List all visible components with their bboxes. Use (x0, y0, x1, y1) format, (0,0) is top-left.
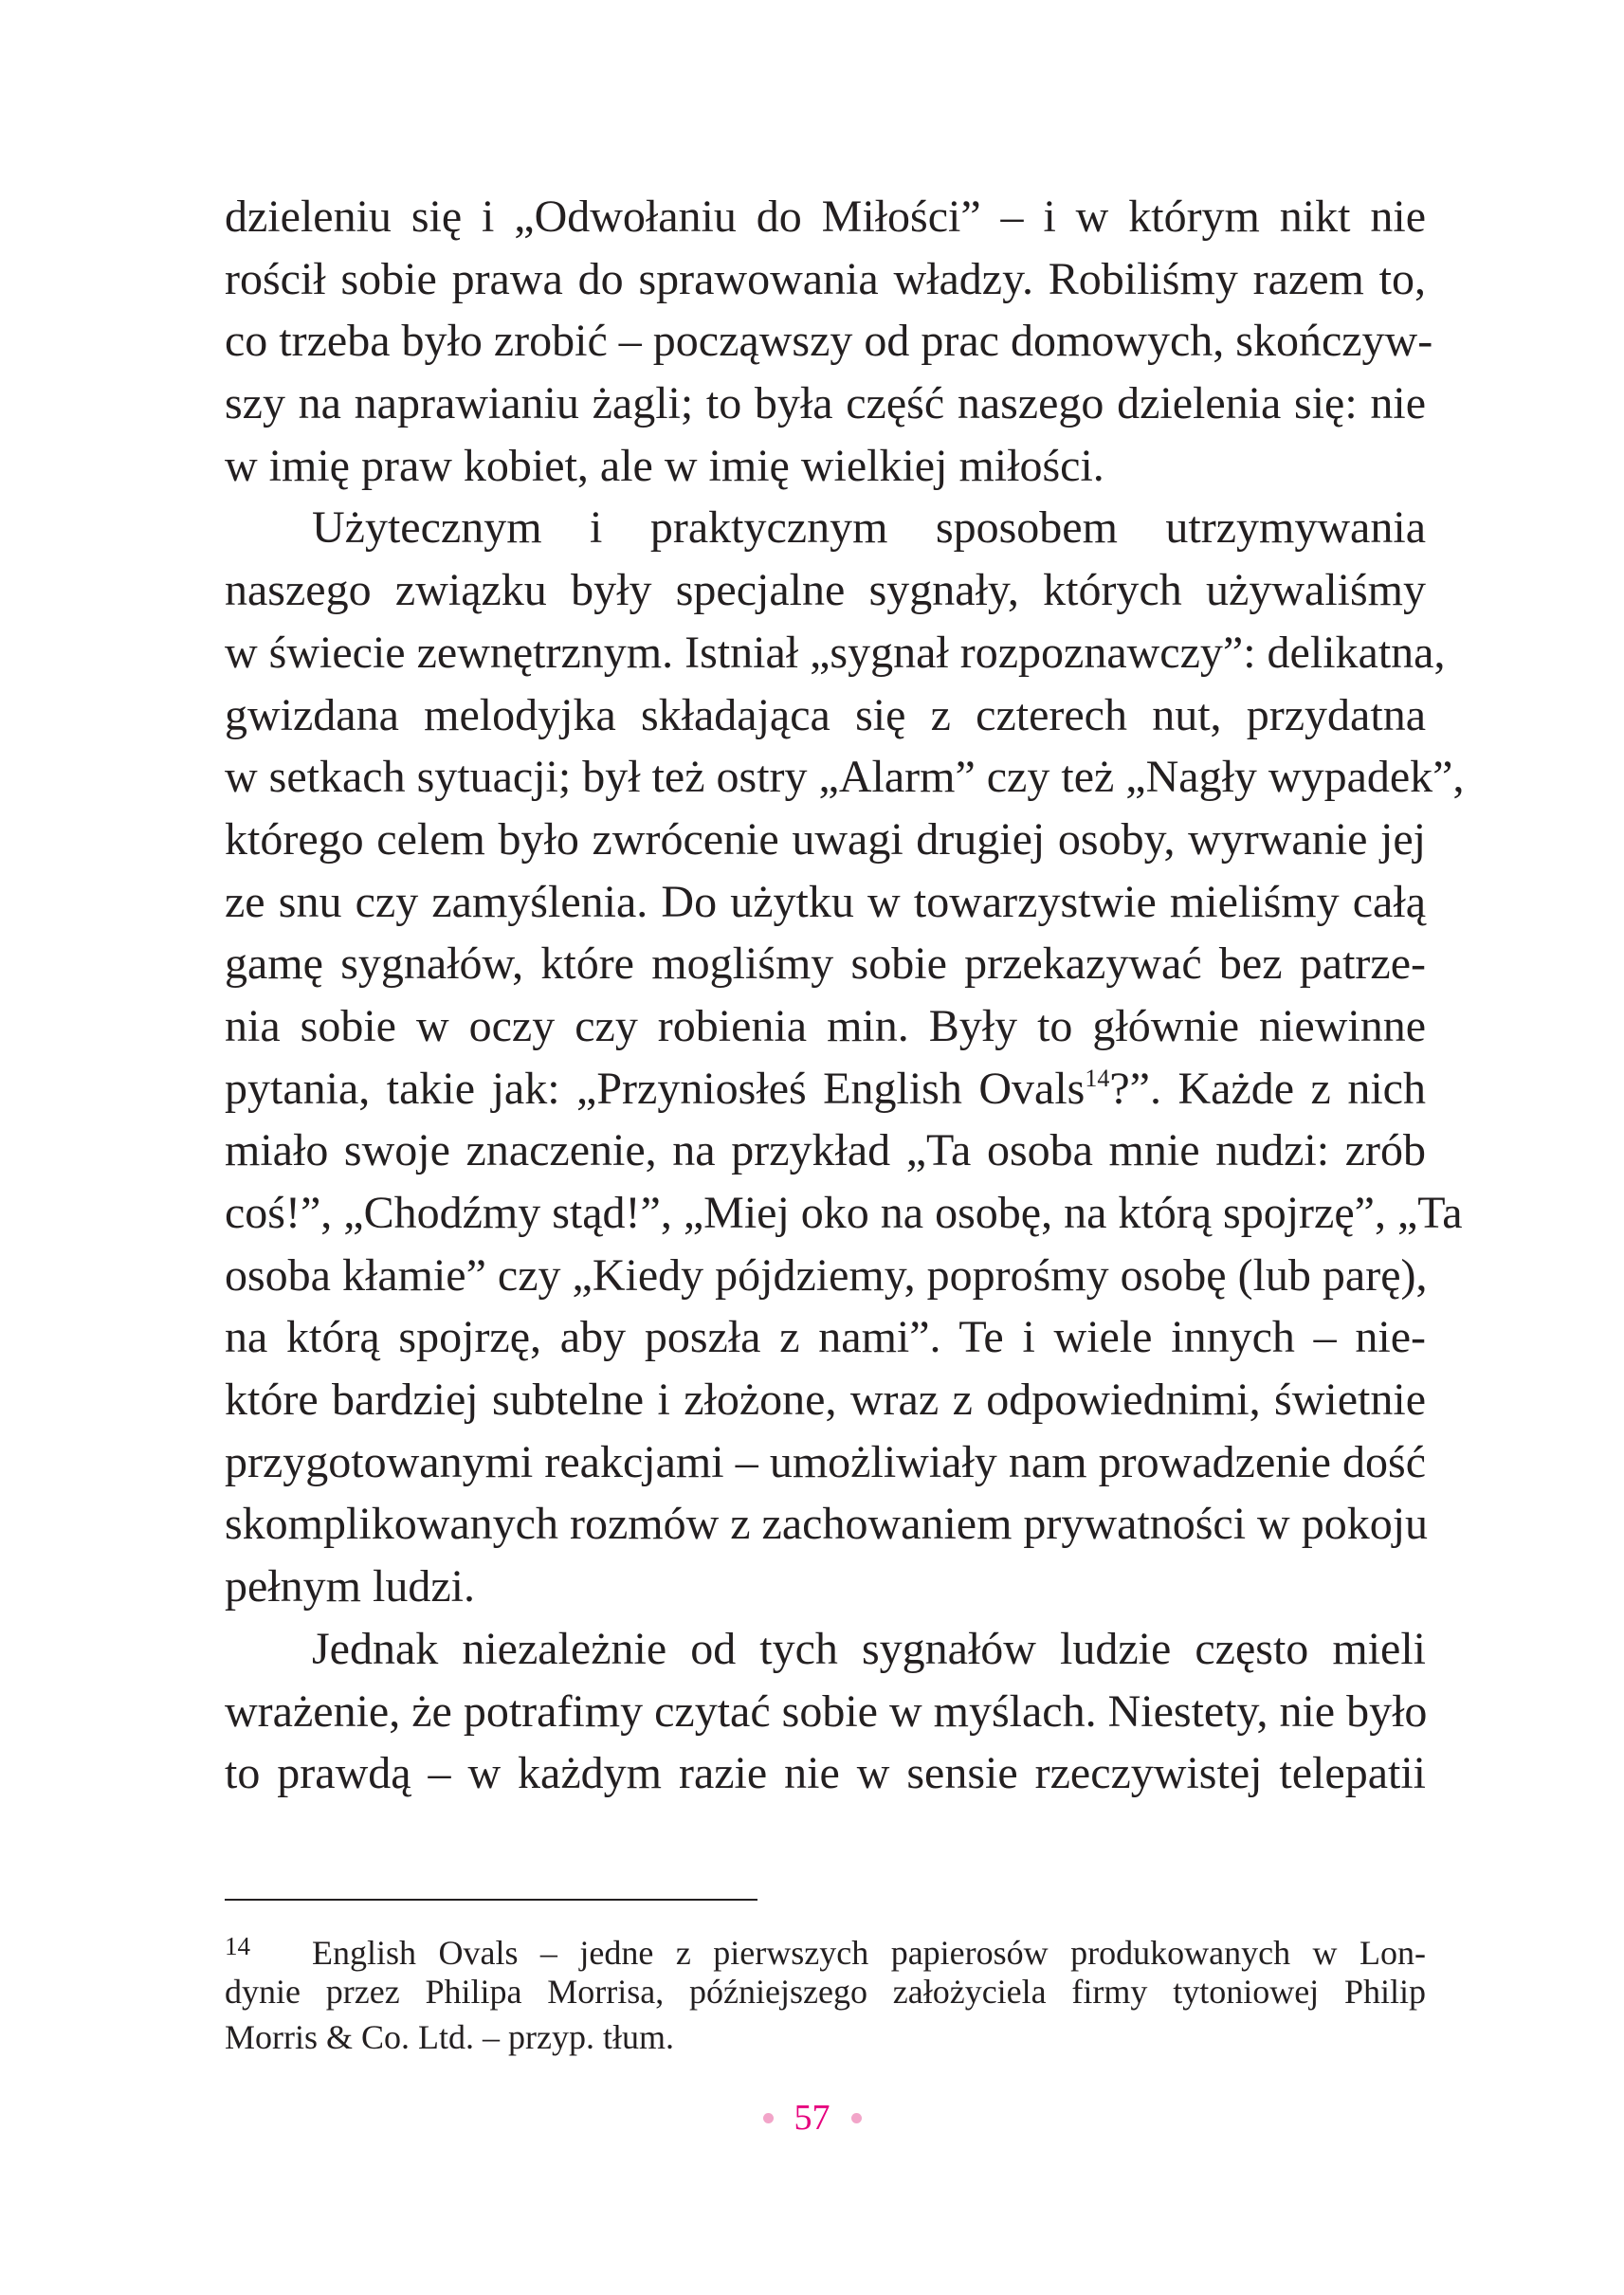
text-line: w świecie zewnętrznym. Istniał „sygnał rozpoznawczy”: delikatna, (225, 627, 1446, 678)
footnote-line: Morris & Co. Ltd. – przyp. tłum. (225, 2018, 674, 2056)
text-line: gwizdana melodyjka składająca się z czterech nut, przydatna (225, 689, 1426, 740)
paragraph-start-line: Użytecznym i praktycznym sposobem utrzymywania (312, 502, 1426, 554)
text-line: na którą spojrzę, aby poszła z nami”. Te i wiele innych – nie- (225, 1312, 1426, 1363)
text-line: coś!”, „Chodźmy stąd!”, „Miej oko na osobę, na którą spojrzę”, „Ta (225, 1188, 1463, 1238)
footnote (225, 1923, 1426, 2060)
text-line: to prawdą – w każdym razie nie w sensie rzeczywistej telepatii (225, 1748, 1426, 1799)
text-line: które bardziej subtelne i złożone, wraz z odpowiednimi, świetnie (225, 1375, 1426, 1426)
text-line: nia sobie w oczy czy robienia min. Były to głównie niewinne (225, 1000, 1426, 1051)
bullet-dot-icon (763, 2113, 774, 2123)
text-line: wrażenie, że potrafimy czytać sobie w myślach. Niestety, nie było (225, 1685, 1428, 1737)
text-line: przygotowanymi reakcjami – umożliwiały nam prowadzenie dość (225, 1436, 1426, 1487)
text-line: co trzeba było zrobić – począwszy od prac domowych, skończyw- (225, 316, 1433, 367)
footnote-number: 14 (225, 1932, 250, 1960)
footnote-line (225, 1923, 1426, 1972)
text-segment: pytania, takie jak: „Przyniosłeś English Ovals (225, 1063, 1086, 1114)
main-text (225, 186, 1465, 1805)
text-line: miało swoje znaczenie, na przykład „Ta osoba mnie nudzi: zrób (225, 1125, 1426, 1176)
text-line: skomplikowanych rozmów z zachowaniem prywatności w pokoju (225, 1499, 1429, 1550)
text-line: pełnym ludzi. (225, 1561, 475, 1612)
footnote-divider (225, 1899, 757, 1901)
text-line-with-footnote-ref (225, 1058, 1426, 1120)
page-number: 57 (794, 2098, 830, 2138)
text-line: którego celem było zwrócenie uwagi drugiej osoby, wyrwanie jej (225, 813, 1426, 865)
text-line: gamę sygnałów, które mogliśmy sobie przekazywać bez patrze- (225, 938, 1426, 990)
page-number-footer (0, 2095, 1624, 2140)
text-line: ze snu czy zamyślenia. Do użytku w towarzystwie mieliśmy całą (225, 876, 1426, 927)
text-line: dzieleniu się i „Odwołaniu do Miłości” – i w którym nikt nie (225, 191, 1426, 242)
text-line: w setkach sytuacji; był też ostry „Alarm” czy też „Nagły wypadek”, (225, 752, 1465, 803)
footnote-text: English Ovals – jedne z pierwszych papierosów produkowanych w Lon- (312, 1934, 1426, 1972)
bullet-dot-icon (851, 2113, 862, 2123)
text-line: naszego związku były specjalne sygnały, których używaliśmy (225, 565, 1426, 616)
footnote-reference[interactable]: 14 (1085, 1064, 1110, 1092)
text-line: rościł sobie prawa do sprawowania władzy. Robiliśmy razem to, (225, 253, 1426, 304)
text-line: osoba kłamie” czy „Kiedy pójdziemy, poprośmy osobę (lub parę), (225, 1249, 1428, 1301)
paragraph-start-line: Jednak niezależnie od tych sygnałów ludzie często mieli (312, 1623, 1426, 1674)
text-segment: ?”. Każde z nich (1109, 1063, 1426, 1114)
footnote-line: dynie przez Philipa Morrisa, późniejszego założyciela firmy tytoniowej Philip (225, 1973, 1426, 2011)
text-line: szy na naprawianiu żagli; to była część naszego dzielenia się: nie (225, 378, 1426, 429)
text-line: w imię praw kobiet, ale w imię wielkiej miłości. (225, 440, 1104, 491)
